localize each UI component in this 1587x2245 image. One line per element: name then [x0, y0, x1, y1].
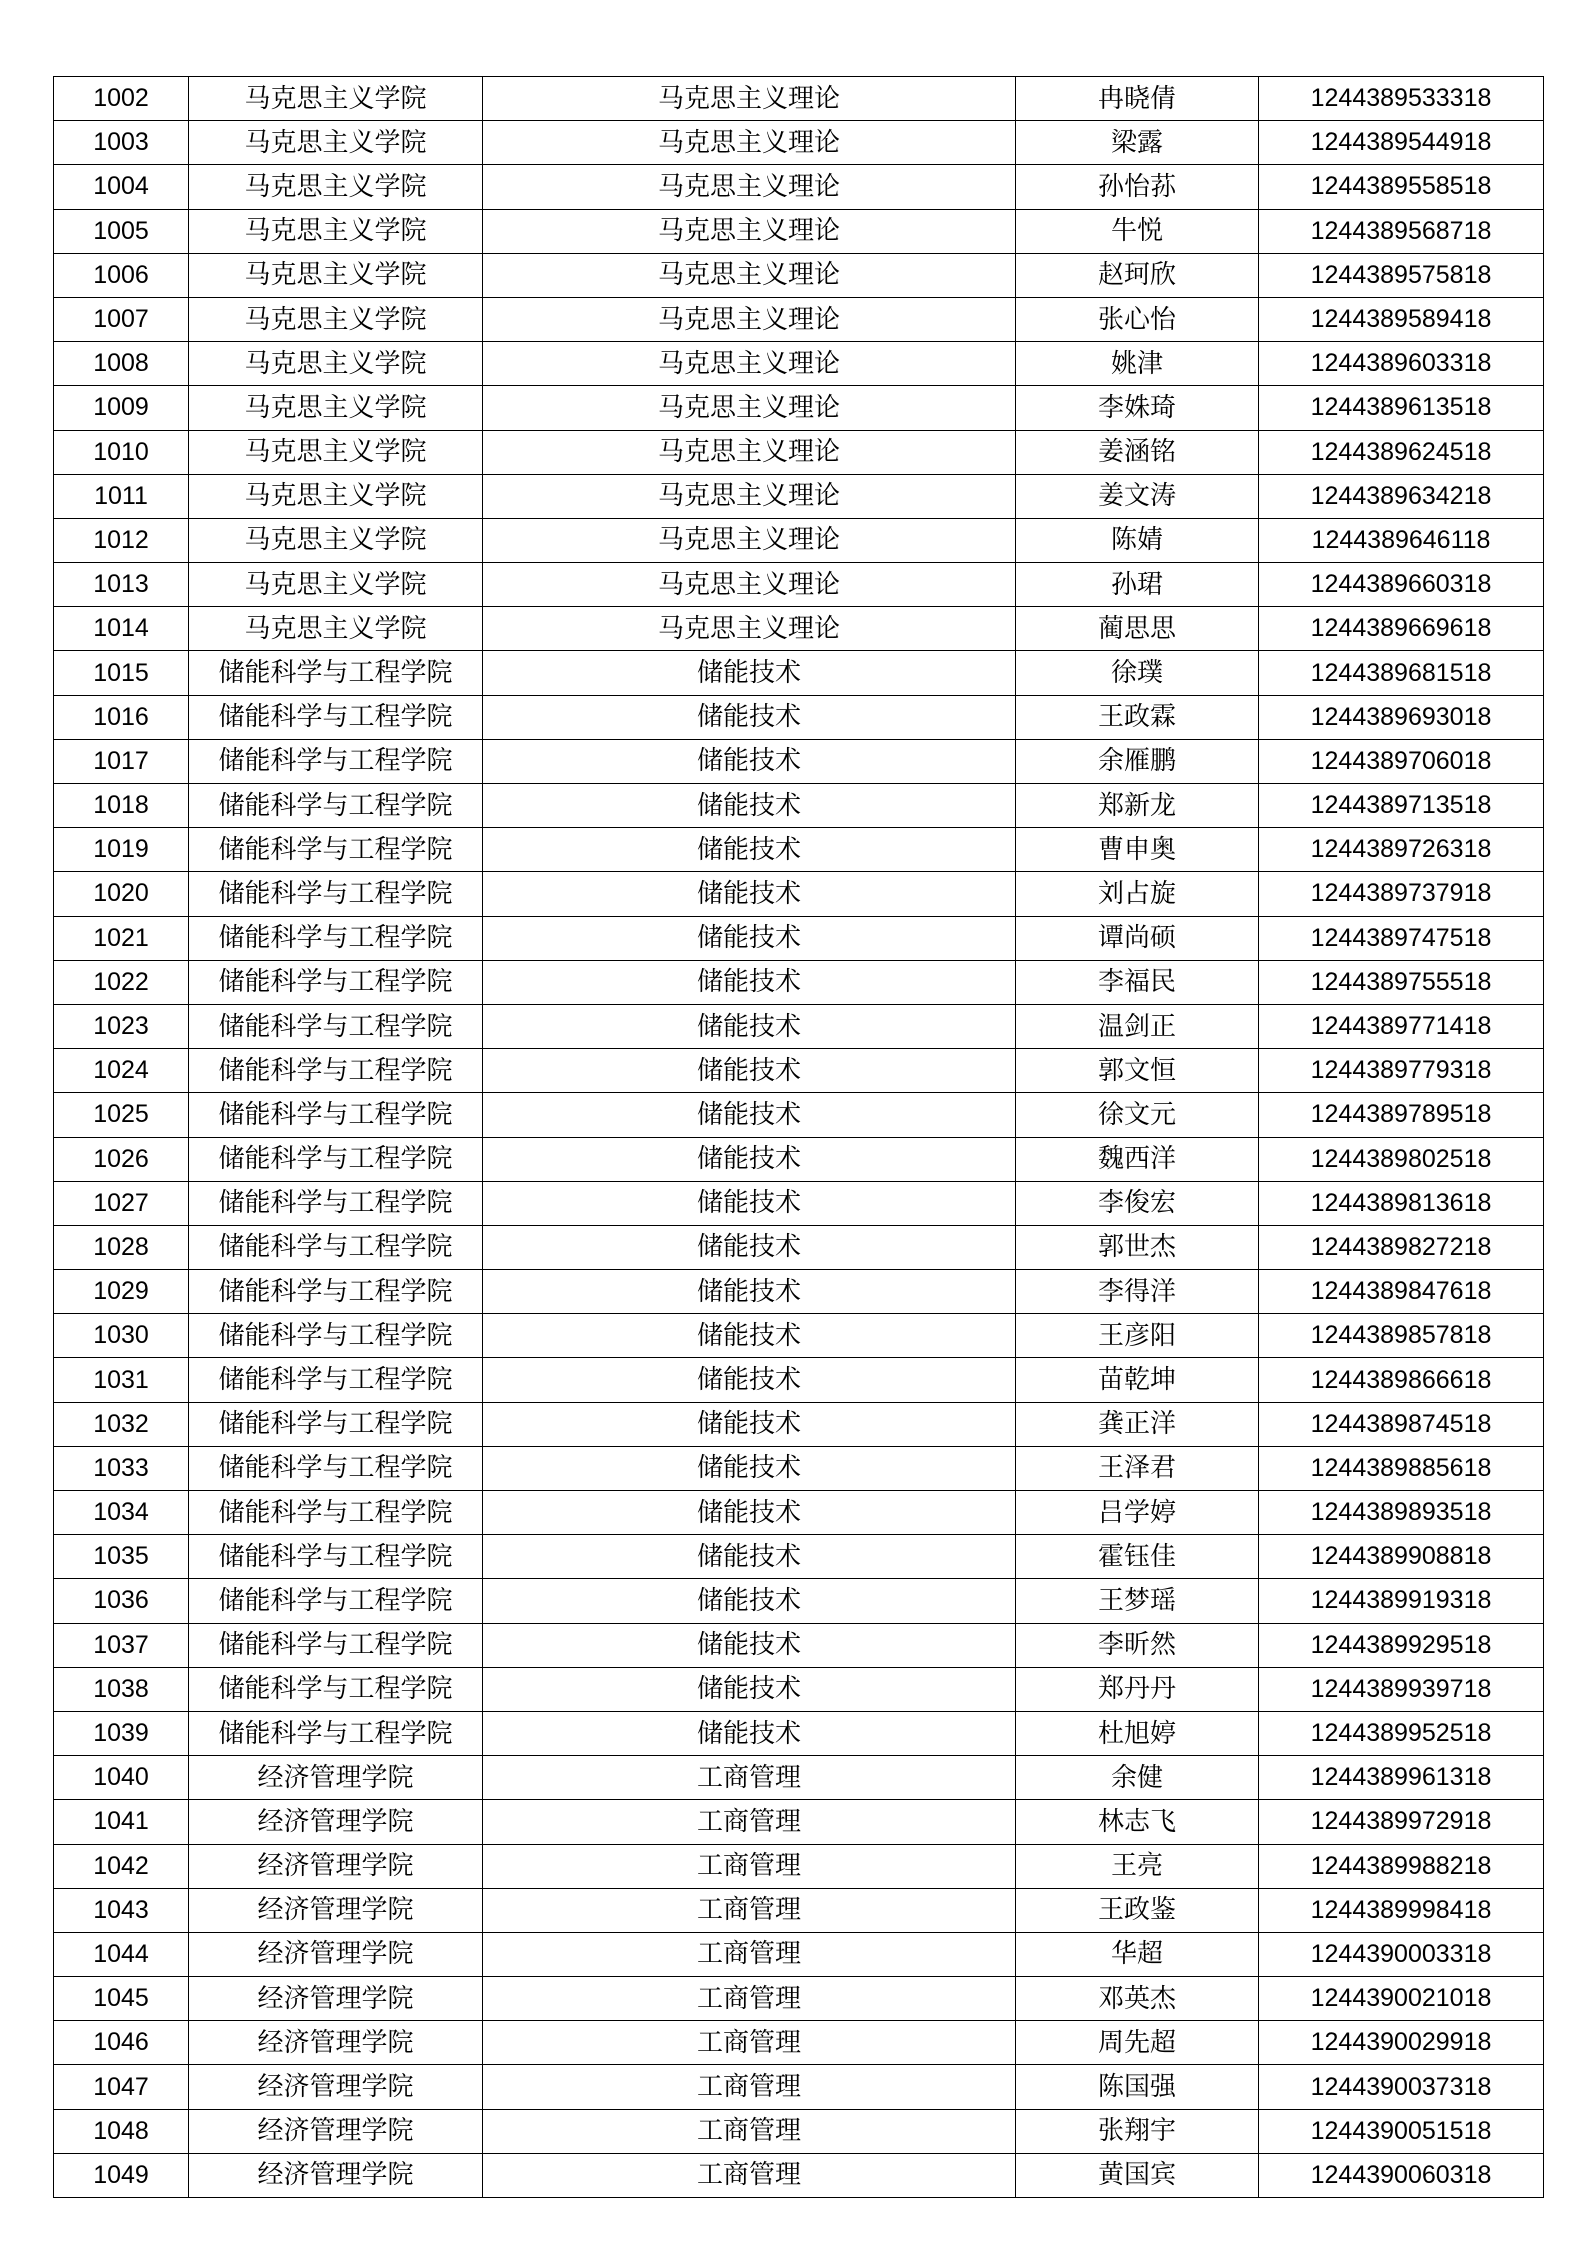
- cell-college: 经济管理学院: [189, 1756, 483, 1800]
- cell-certificate-number: 1244389952518: [1259, 1711, 1544, 1755]
- cell-serial-number: 1026: [54, 1137, 189, 1181]
- cell-college: 经济管理学院: [189, 2109, 483, 2153]
- cell-certificate-number: 1244389624518: [1259, 430, 1544, 474]
- cell-college: 马克思主义学院: [189, 165, 483, 209]
- cell-certificate-number: 1244389568718: [1259, 209, 1544, 253]
- table-row: [54, 209, 1544, 253]
- cell-major: 储能技术: [483, 695, 1016, 739]
- cell-student-name: 李姝琦: [1016, 386, 1259, 430]
- cell-major: 储能技术: [483, 1137, 1016, 1181]
- cell-student-name: 陈婧: [1016, 518, 1259, 562]
- cell-certificate-number: 1244389603318: [1259, 342, 1544, 386]
- cell-college: 储能科学与工程学院: [189, 1535, 483, 1579]
- cell-college: 储能科学与工程学院: [189, 1049, 483, 1093]
- cell-certificate-number: 1244389893518: [1259, 1491, 1544, 1535]
- table-row: [54, 165, 1544, 209]
- cell-student-name: 孙怡荪: [1016, 165, 1259, 209]
- cell-major: 马克思主义理论: [483, 297, 1016, 341]
- cell-student-name: 林志飞: [1016, 1800, 1259, 1844]
- cell-certificate-number: 1244389634218: [1259, 474, 1544, 518]
- cell-serial-number: 1042: [54, 1844, 189, 1888]
- cell-college: 储能科学与工程学院: [189, 1270, 483, 1314]
- table-row: [54, 1270, 1544, 1314]
- cell-student-name: 冉晓倩: [1016, 77, 1259, 121]
- cell-major: 储能技术: [483, 1711, 1016, 1755]
- cell-certificate-number: 1244389544918: [1259, 121, 1544, 165]
- cell-serial-number: 1043: [54, 1888, 189, 1932]
- cell-certificate-number: 1244389988218: [1259, 1844, 1544, 1888]
- table-row: [54, 739, 1544, 783]
- cell-serial-number: 1024: [54, 1049, 189, 1093]
- cell-student-name: 郭世杰: [1016, 1225, 1259, 1269]
- cell-major: 马克思主义理论: [483, 253, 1016, 297]
- cell-certificate-number: 1244389802518: [1259, 1137, 1544, 1181]
- table-row: [54, 1049, 1544, 1093]
- cell-student-name: 姜涵铭: [1016, 430, 1259, 474]
- cell-student-name: 杜旭婷: [1016, 1711, 1259, 1755]
- cell-major: 储能技术: [483, 872, 1016, 916]
- cell-certificate-number: 1244389726318: [1259, 828, 1544, 872]
- table-row: [54, 121, 1544, 165]
- cell-major: 马克思主义理论: [483, 386, 1016, 430]
- cell-major: 储能技术: [483, 1491, 1016, 1535]
- cell-student-name: 吕学婷: [1016, 1491, 1259, 1535]
- table-row: [54, 784, 1544, 828]
- cell-major: 工商管理: [483, 1800, 1016, 1844]
- cell-serial-number: 1011: [54, 474, 189, 518]
- roster-table-body: [54, 77, 1544, 2198]
- cell-college: 经济管理学院: [189, 1800, 483, 1844]
- cell-college: 储能科学与工程学院: [189, 1446, 483, 1490]
- cell-student-name: 王彦阳: [1016, 1314, 1259, 1358]
- cell-certificate-number: 1244389706018: [1259, 739, 1544, 783]
- cell-certificate-number: 1244390029918: [1259, 2021, 1544, 2065]
- cell-serial-number: 1019: [54, 828, 189, 872]
- table-row: [54, 1491, 1544, 1535]
- cell-student-name: 李福民: [1016, 960, 1259, 1004]
- cell-college: 储能科学与工程学院: [189, 784, 483, 828]
- cell-certificate-number: 1244390037318: [1259, 2065, 1544, 2109]
- cell-major: 马克思主义理论: [483, 563, 1016, 607]
- cell-college: 储能科学与工程学院: [189, 739, 483, 783]
- cell-college: 储能科学与工程学院: [189, 1225, 483, 1269]
- table-row: [54, 2065, 1544, 2109]
- table-row: [54, 1579, 1544, 1623]
- cell-serial-number: 1013: [54, 563, 189, 607]
- cell-college: 马克思主义学院: [189, 209, 483, 253]
- cell-student-name: 姚津: [1016, 342, 1259, 386]
- cell-college: 储能科学与工程学院: [189, 960, 483, 1004]
- cell-college: 储能科学与工程学院: [189, 1004, 483, 1048]
- cell-serial-number: 1003: [54, 121, 189, 165]
- cell-certificate-number: 1244389908818: [1259, 1535, 1544, 1579]
- cell-serial-number: 1008: [54, 342, 189, 386]
- cell-major: 储能技术: [483, 1314, 1016, 1358]
- cell-college: 储能科学与工程学院: [189, 872, 483, 916]
- cell-certificate-number: 1244389779318: [1259, 1049, 1544, 1093]
- cell-student-name: 郑丹丹: [1016, 1667, 1259, 1711]
- cell-college: 马克思主义学院: [189, 121, 483, 165]
- cell-major: 马克思主义理论: [483, 474, 1016, 518]
- table-row: [54, 1932, 1544, 1976]
- cell-certificate-number: 1244389713518: [1259, 784, 1544, 828]
- cell-college: 储能科学与工程学院: [189, 1137, 483, 1181]
- table-row: [54, 607, 1544, 651]
- cell-major: 储能技术: [483, 1093, 1016, 1137]
- cell-college: 储能科学与工程学院: [189, 651, 483, 695]
- cell-certificate-number: 1244389771418: [1259, 1004, 1544, 1048]
- cell-serial-number: 1031: [54, 1358, 189, 1402]
- cell-student-name: 曹申奥: [1016, 828, 1259, 872]
- cell-serial-number: 1016: [54, 695, 189, 739]
- table-row: [54, 1225, 1544, 1269]
- cell-major: 储能技术: [483, 1446, 1016, 1490]
- cell-certificate-number: 1244389998418: [1259, 1888, 1544, 1932]
- cell-student-name: 牛悦: [1016, 209, 1259, 253]
- cell-student-name: 余雁鹏: [1016, 739, 1259, 783]
- cell-major: 储能技术: [483, 1270, 1016, 1314]
- cell-major: 储能技术: [483, 1004, 1016, 1048]
- cell-certificate-number: 1244389660318: [1259, 563, 1544, 607]
- cell-college: 储能科学与工程学院: [189, 695, 483, 739]
- cell-certificate-number: 1244389961318: [1259, 1756, 1544, 1800]
- table-row: [54, 1756, 1544, 1800]
- cell-college: 马克思主义学院: [189, 474, 483, 518]
- table-row: [54, 1181, 1544, 1225]
- cell-certificate-number: 1244389874518: [1259, 1402, 1544, 1446]
- table-row: [54, 695, 1544, 739]
- cell-serial-number: 1030: [54, 1314, 189, 1358]
- cell-serial-number: 1012: [54, 518, 189, 562]
- cell-major: 储能技术: [483, 739, 1016, 783]
- cell-student-name: 龚正洋: [1016, 1402, 1259, 1446]
- cell-serial-number: 1038: [54, 1667, 189, 1711]
- table-row: [54, 960, 1544, 1004]
- cell-serial-number: 1018: [54, 784, 189, 828]
- cell-serial-number: 1022: [54, 960, 189, 1004]
- cell-major: 储能技术: [483, 1402, 1016, 1446]
- cell-college: 储能科学与工程学院: [189, 1667, 483, 1711]
- cell-student-name: 郭文恒: [1016, 1049, 1259, 1093]
- table-row: [54, 1667, 1544, 1711]
- cell-student-name: 郑新龙: [1016, 784, 1259, 828]
- cell-student-name: 徐文元: [1016, 1093, 1259, 1137]
- cell-major: 马克思主义理论: [483, 430, 1016, 474]
- cell-certificate-number: 1244389613518: [1259, 386, 1544, 430]
- table-row: [54, 253, 1544, 297]
- cell-college: 经济管理学院: [189, 2153, 483, 2197]
- cell-serial-number: 1002: [54, 77, 189, 121]
- cell-student-name: 张心怡: [1016, 297, 1259, 341]
- cell-student-name: 黄国宾: [1016, 2153, 1259, 2197]
- cell-college: 储能科学与工程学院: [189, 1711, 483, 1755]
- cell-major: 马克思主义理论: [483, 209, 1016, 253]
- table-row: [54, 1446, 1544, 1490]
- cell-certificate-number: 1244389646118: [1259, 518, 1544, 562]
- cell-college: 储能科学与工程学院: [189, 1314, 483, 1358]
- cell-serial-number: 1032: [54, 1402, 189, 1446]
- cell-certificate-number: 1244389737918: [1259, 872, 1544, 916]
- cell-certificate-number: 1244389558518: [1259, 165, 1544, 209]
- cell-college: 马克思主义学院: [189, 386, 483, 430]
- cell-college: 马克思主义学院: [189, 297, 483, 341]
- cell-college: 储能科学与工程学院: [189, 1358, 483, 1402]
- cell-major: 储能技术: [483, 1225, 1016, 1269]
- cell-student-name: 刘占旋: [1016, 872, 1259, 916]
- cell-serial-number: 1034: [54, 1491, 189, 1535]
- cell-major: 工商管理: [483, 1888, 1016, 1932]
- cell-certificate-number: 1244389885618: [1259, 1446, 1544, 1490]
- cell-college: 经济管理学院: [189, 1977, 483, 2021]
- cell-student-name: 李昕然: [1016, 1623, 1259, 1667]
- cell-serial-number: 1039: [54, 1711, 189, 1755]
- cell-student-name: 邓英杰: [1016, 1977, 1259, 2021]
- table-row: [54, 1800, 1544, 1844]
- cell-serial-number: 1023: [54, 1004, 189, 1048]
- cell-student-name: 温剑正: [1016, 1004, 1259, 1048]
- cell-major: 马克思主义理论: [483, 165, 1016, 209]
- cell-certificate-number: 1244389847618: [1259, 1270, 1544, 1314]
- cell-college: 储能科学与工程学院: [189, 1093, 483, 1137]
- cell-serial-number: 1009: [54, 386, 189, 430]
- cell-major: 储能技术: [483, 828, 1016, 872]
- cell-college: 经济管理学院: [189, 2065, 483, 2109]
- cell-college: 马克思主义学院: [189, 430, 483, 474]
- table-row: [54, 1137, 1544, 1181]
- cell-serial-number: 1014: [54, 607, 189, 651]
- table-row: [54, 2109, 1544, 2153]
- cell-student-name: 王梦瑶: [1016, 1579, 1259, 1623]
- cell-serial-number: 1027: [54, 1181, 189, 1225]
- table-row: [54, 916, 1544, 960]
- table-row: [54, 342, 1544, 386]
- cell-college: 储能科学与工程学院: [189, 1402, 483, 1446]
- cell-college: 储能科学与工程学院: [189, 828, 483, 872]
- cell-major: 马克思主义理论: [483, 607, 1016, 651]
- cell-certificate-number: 1244389589418: [1259, 297, 1544, 341]
- cell-college: 马克思主义学院: [189, 607, 483, 651]
- table-row: [54, 1711, 1544, 1755]
- cell-certificate-number: 1244389575818: [1259, 253, 1544, 297]
- cell-student-name: 徐璞: [1016, 651, 1259, 695]
- cell-serial-number: 1004: [54, 165, 189, 209]
- cell-major: 工商管理: [483, 1756, 1016, 1800]
- cell-certificate-number: 1244390021018: [1259, 1977, 1544, 2021]
- cell-college: 经济管理学院: [189, 1844, 483, 1888]
- cell-major: 储能技术: [483, 916, 1016, 960]
- cell-major: 储能技术: [483, 1049, 1016, 1093]
- cell-student-name: 王政霖: [1016, 695, 1259, 739]
- cell-serial-number: 1029: [54, 1270, 189, 1314]
- table-row: [54, 1888, 1544, 1932]
- table-row: [54, 1535, 1544, 1579]
- table-row: [54, 1358, 1544, 1402]
- cell-serial-number: 1020: [54, 872, 189, 916]
- cell-college: 马克思主义学院: [189, 563, 483, 607]
- cell-certificate-number: 1244389827218: [1259, 1225, 1544, 1269]
- cell-serial-number: 1047: [54, 2065, 189, 2109]
- table-row: [54, 386, 1544, 430]
- cell-student-name: 李得洋: [1016, 1270, 1259, 1314]
- cell-serial-number: 1040: [54, 1756, 189, 1800]
- cell-student-name: 李俊宏: [1016, 1181, 1259, 1225]
- cell-major: 工商管理: [483, 1932, 1016, 1976]
- cell-student-name: 张翔宇: [1016, 2109, 1259, 2153]
- table-row: [54, 77, 1544, 121]
- table-row: [54, 2021, 1544, 2065]
- cell-college: 经济管理学院: [189, 1932, 483, 1976]
- table-row: [54, 828, 1544, 872]
- cell-student-name: 王政鉴: [1016, 1888, 1259, 1932]
- cell-certificate-number: 1244389972918: [1259, 1800, 1544, 1844]
- roster-table: [53, 76, 1544, 2198]
- cell-college: 马克思主义学院: [189, 342, 483, 386]
- cell-student-name: 霍钰佳: [1016, 1535, 1259, 1579]
- table-row: [54, 1004, 1544, 1048]
- cell-major: 马克思主义理论: [483, 518, 1016, 562]
- cell-major: 储能技术: [483, 1667, 1016, 1711]
- cell-certificate-number: 1244390003318: [1259, 1932, 1544, 1976]
- cell-serial-number: 1006: [54, 253, 189, 297]
- cell-student-name: 余健: [1016, 1756, 1259, 1800]
- cell-certificate-number: 1244389755518: [1259, 960, 1544, 1004]
- table-row: [54, 2153, 1544, 2197]
- table-row: [54, 1093, 1544, 1137]
- table-row: [54, 1314, 1544, 1358]
- table-row: [54, 474, 1544, 518]
- cell-major: 工商管理: [483, 2021, 1016, 2065]
- cell-major: 工商管理: [483, 2109, 1016, 2153]
- cell-serial-number: 1046: [54, 2021, 189, 2065]
- cell-certificate-number: 1244389681518: [1259, 651, 1544, 695]
- cell-major: 储能技术: [483, 1181, 1016, 1225]
- cell-major: 工商管理: [483, 1844, 1016, 1888]
- cell-serial-number: 1007: [54, 297, 189, 341]
- cell-student-name: 魏西洋: [1016, 1137, 1259, 1181]
- cell-serial-number: 1028: [54, 1225, 189, 1269]
- cell-serial-number: 1017: [54, 739, 189, 783]
- cell-serial-number: 1048: [54, 2109, 189, 2153]
- cell-student-name: 梁露: [1016, 121, 1259, 165]
- cell-certificate-number: 1244389789518: [1259, 1093, 1544, 1137]
- cell-serial-number: 1035: [54, 1535, 189, 1579]
- cell-certificate-number: 1244389939718: [1259, 1667, 1544, 1711]
- cell-college: 马克思主义学院: [189, 77, 483, 121]
- cell-certificate-number: 1244389919318: [1259, 1579, 1544, 1623]
- cell-student-name: 苗乾坤: [1016, 1358, 1259, 1402]
- cell-major: 储能技术: [483, 784, 1016, 828]
- cell-serial-number: 1037: [54, 1623, 189, 1667]
- cell-major: 马克思主义理论: [483, 77, 1016, 121]
- cell-student-name: 周先超: [1016, 2021, 1259, 2065]
- cell-student-name: 华超: [1016, 1932, 1259, 1976]
- cell-major: 储能技术: [483, 960, 1016, 1004]
- cell-certificate-number: 1244389813618: [1259, 1181, 1544, 1225]
- cell-major: 储能技术: [483, 1579, 1016, 1623]
- cell-major: 储能技术: [483, 1535, 1016, 1579]
- cell-serial-number: 1045: [54, 1977, 189, 2021]
- cell-certificate-number: 1244389669618: [1259, 607, 1544, 651]
- cell-certificate-number: 1244389747518: [1259, 916, 1544, 960]
- cell-serial-number: 1010: [54, 430, 189, 474]
- cell-major: 工商管理: [483, 1977, 1016, 2021]
- table-row: [54, 297, 1544, 341]
- cell-major: 储能技术: [483, 651, 1016, 695]
- cell-college: 储能科学与工程学院: [189, 1623, 483, 1667]
- table-row: [54, 1623, 1544, 1667]
- cell-certificate-number: 1244389929518: [1259, 1623, 1544, 1667]
- cell-college: 储能科学与工程学院: [189, 1579, 483, 1623]
- cell-college: 储能科学与工程学院: [189, 916, 483, 960]
- cell-certificate-number: 1244389857818: [1259, 1314, 1544, 1358]
- cell-serial-number: 1033: [54, 1446, 189, 1490]
- table-row: [54, 518, 1544, 562]
- cell-student-name: 赵珂欣: [1016, 253, 1259, 297]
- cell-major: 马克思主义理论: [483, 342, 1016, 386]
- cell-major: 马克思主义理论: [483, 121, 1016, 165]
- table-row: [54, 872, 1544, 916]
- cell-certificate-number: 1244389533318: [1259, 77, 1544, 121]
- cell-college: 经济管理学院: [189, 2021, 483, 2065]
- table-row: [54, 430, 1544, 474]
- cell-student-name: 谭尚硕: [1016, 916, 1259, 960]
- cell-student-name: 陈国强: [1016, 2065, 1259, 2109]
- cell-student-name: 姜文涛: [1016, 474, 1259, 518]
- cell-serial-number: 1005: [54, 209, 189, 253]
- cell-certificate-number: 1244390051518: [1259, 2109, 1544, 2153]
- cell-student-name: 蔺思思: [1016, 607, 1259, 651]
- cell-student-name: 王亮: [1016, 1844, 1259, 1888]
- table-row: [54, 563, 1544, 607]
- cell-college: 马克思主义学院: [189, 518, 483, 562]
- table-row: [54, 1977, 1544, 2021]
- cell-serial-number: 1041: [54, 1800, 189, 1844]
- cell-serial-number: 1025: [54, 1093, 189, 1137]
- cell-major: 储能技术: [483, 1358, 1016, 1402]
- cell-certificate-number: 1244389866618: [1259, 1358, 1544, 1402]
- cell-major: 工商管理: [483, 2153, 1016, 2197]
- cell-serial-number: 1049: [54, 2153, 189, 2197]
- cell-serial-number: 1044: [54, 1932, 189, 1976]
- cell-college: 储能科学与工程学院: [189, 1181, 483, 1225]
- table-row: [54, 1844, 1544, 1888]
- cell-student-name: 孙珺: [1016, 563, 1259, 607]
- table-row: [54, 651, 1544, 695]
- cell-major: 工商管理: [483, 2065, 1016, 2109]
- table-row: [54, 1402, 1544, 1446]
- cell-serial-number: 1021: [54, 916, 189, 960]
- cell-student-name: 王泽君: [1016, 1446, 1259, 1490]
- cell-certificate-number: 1244389693018: [1259, 695, 1544, 739]
- cell-college: 储能科学与工程学院: [189, 1491, 483, 1535]
- cell-college: 马克思主义学院: [189, 253, 483, 297]
- cell-serial-number: 1015: [54, 651, 189, 695]
- cell-serial-number: 1036: [54, 1579, 189, 1623]
- cell-major: 储能技术: [483, 1623, 1016, 1667]
- cell-certificate-number: 1244390060318: [1259, 2153, 1544, 2197]
- cell-college: 经济管理学院: [189, 1888, 483, 1932]
